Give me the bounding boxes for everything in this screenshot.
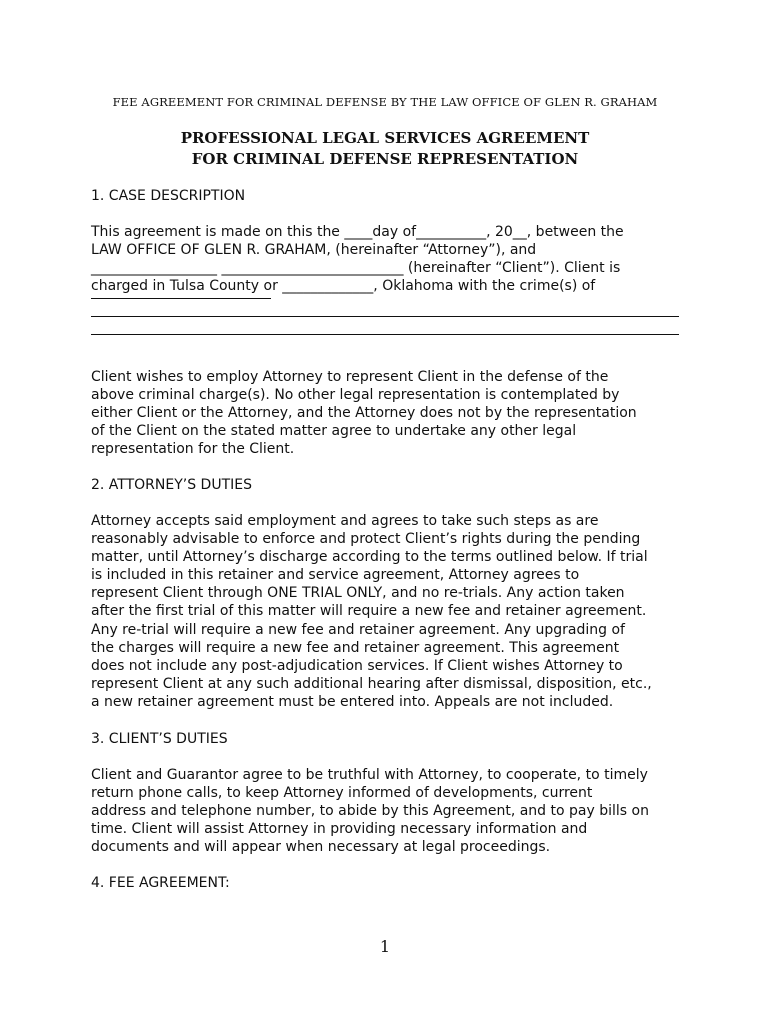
paragraph-line: after the first trial of this matter will require a new fee and retainer agreement. bbox=[91, 603, 647, 620]
paragraph-line: charged in Tulsa County or _____________, Oklahoma with the crime(s) of bbox=[91, 278, 596, 295]
paragraph-line: Client wishes to employ Attorney to represent Client in the defense of the bbox=[91, 369, 609, 385]
paragraph-line: This agreement is made on this the ____day of__________, 20__, between the bbox=[91, 224, 624, 240]
page-number: 1 bbox=[379, 937, 391, 956]
paragraph-line: either Client or the Attorney, and the Attorney does not by the representation bbox=[91, 405, 637, 422]
section-heading-fee-agreement: 4. FEE AGREEMENT: bbox=[91, 875, 230, 891]
paragraph-line: of the Client on the stated matter agree to undertake any other legal bbox=[91, 423, 577, 440]
paragraph-line: representation for the Client. bbox=[91, 441, 295, 458]
paragraph-line: time. Client will assist Attorney in providing necessary information and bbox=[91, 821, 588, 838]
paragraph-line: reasonably advisable to enforce and protect Client’s rights during the pending bbox=[91, 531, 641, 548]
document-header: FEE AGREEMENT FOR CRIMINAL DEFENSE BY THE LAW OFFICE OF GLEN R. GRAHAM bbox=[112, 95, 658, 109]
case-description-intro bbox=[91, 223, 624, 295]
crime-blank-line-2 bbox=[91, 334, 679, 335]
paragraph-line: a new retainer agreement must be entered into. Appeals are not included. bbox=[91, 693, 614, 710]
section-heading-case-description: 1. CASE DESCRIPTION bbox=[91, 188, 246, 204]
paragraph-line: above criminal charge(s). No other legal representation is contemplated by bbox=[91, 387, 620, 404]
paragraph-line: the charges will require a new fee and retainer agreement. This agreement bbox=[91, 639, 620, 656]
client-duties-paragraph bbox=[91, 766, 649, 856]
paragraph-line: does not include any post-adjudication services. If Client wishes Attorney to bbox=[91, 657, 623, 674]
crime-blank-line-1 bbox=[91, 316, 679, 317]
section-heading-attorney-duties: 2. ATTORNEY’S DUTIES bbox=[91, 477, 252, 493]
paragraph-line: is included in this retainer and service agreement, Attorney agrees to bbox=[91, 567, 580, 584]
crime-blank-short bbox=[91, 298, 271, 299]
paragraph-line: Client and Guarantor agree to be truthful with Attorney, to cooperate, to timely bbox=[91, 767, 648, 783]
paragraph-line: represent Client through ONE TRIAL ONLY, and no re-trials. Any action taken bbox=[91, 585, 625, 602]
paragraph-line: documents and will appear when necessary at legal proceedings. bbox=[91, 839, 551, 856]
title-line-1: PROFESSIONAL LEGAL SERVICES AGREEMENT bbox=[180, 129, 590, 147]
paragraph-line: represent Client at any such additional hearing after dismissal, disposition, etc., bbox=[91, 675, 652, 692]
paragraph-line: Any re-trial will require a new fee and retainer agreement. Any upgrading of bbox=[91, 621, 625, 638]
section-heading-client-duties: 3. CLIENT’S DUTIES bbox=[91, 731, 228, 747]
paragraph-line: LAW OFFICE OF GLEN R. GRAHAM, (hereinafter “Attorney”), and bbox=[91, 242, 537, 259]
paragraph-line: return phone calls, to keep Attorney informed of developments, current bbox=[91, 785, 593, 802]
paragraph-line: Attorney accepts said employment and agrees to take such steps as are bbox=[91, 513, 599, 529]
title-line-2: FOR CRIMINAL DEFENSE REPRESENTATION bbox=[191, 150, 579, 168]
case-description-scope bbox=[91, 368, 637, 458]
paragraph-line: matter, until Attorney’s discharge according to the terms outlined below. If trial bbox=[91, 549, 648, 566]
document-title bbox=[0, 128, 770, 170]
paragraph-line: address and telephone number, to abide by this Agreement, and to pay bills on bbox=[91, 803, 649, 820]
attorney-duties-paragraph bbox=[91, 512, 652, 711]
paragraph-line: __________________ __________________________ (hereinafter “Client”). Client is bbox=[91, 260, 621, 277]
